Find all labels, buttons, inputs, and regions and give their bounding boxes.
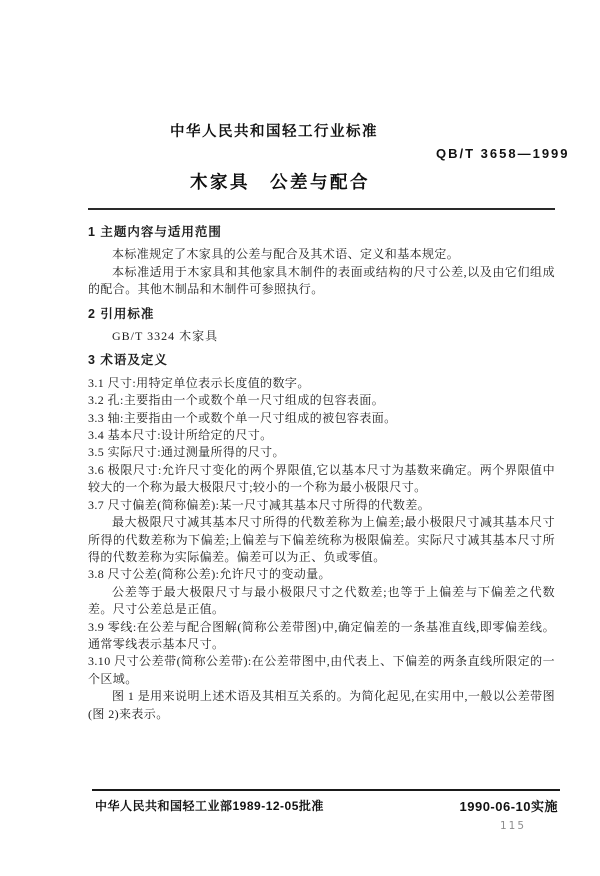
section-1-para-2: 本标准适用于木家具和其他家具木制件的表面或结构的尺寸公差,以及由它们组成的配合。其他木制品和木制件可参照执行。 [88,264,555,297]
section-1-para-1: 本标准规定了木家具的公差与配合及其术语、定义和基本规定。 [112,247,460,262]
document-title: 木家具 公差与配合 [190,172,370,192]
standard-org-title: 中华人民共和国轻工行业标准 [170,124,378,140]
term-3-4: 3.4 基本尺寸:设计所给定的尺寸。 [88,428,273,443]
implementation-date: 1990-06-10实施 [459,799,558,814]
term-3-10: 3.10 尺寸公差带(简称公差带):在公差带图中,由代表上、下偏差的两条直线所限定的一个区域。 [88,654,555,686]
term-3-1: 3.1 尺寸:用特定单位表示长度值的数字。 [88,375,310,390]
section-1-heading: 1 主题内容与适用范围 [88,225,222,239]
term-3-2: 3.2 孔:主要指由一个或数个单一尺寸组成的包容表面。 [88,393,385,408]
term-3-8-note: 公差等于最大极限尺寸与最小极限尺寸之代数差;也等于上偏差与下偏差之代数差。尺寸公差总是正值。 [88,584,555,617]
term-3-3: 3.3 轴:主要指由一个或数个单一尺寸组成的被包容表面。 [88,410,397,425]
section-2-heading: 2 引用标准 [88,306,155,321]
term-3-7: 3.7 尺寸偏差(简称偏差):某一尺寸减其基本尺寸所得的代数差。 [88,497,431,512]
footer-rule [92,789,560,791]
term-3-8: 3.8 尺寸公差(简称公差):允许尺寸的变动量。 [88,567,331,582]
document-body [88,224,555,723]
term-3-5: 3.5 实际尺寸:通过测量所得的尺寸。 [88,445,285,460]
figure-note: 图 1 是用来说明上述术语及其相互关系的。为简化起见,在实用中,一般以公差带图(图 2)来表示。 [88,689,555,721]
approval-info: 中华人民共和国轻工业部1989-12-05批准 [95,799,324,813]
page-number: 115 [500,820,527,832]
section-3-heading: 3 术语及定义 [88,353,168,368]
term-3-7-note: 最大极限尺寸减其基本尺寸所得的代数差称为上偏差;最小极限尺寸减其基本尺寸所得的代数差称为下偏差;上偏差与下偏差统称为极限偏差。实际尺寸减其基本尺寸所得的代数差称为实际偏差。偏差可以为正、负或零值。 [88,515,555,564]
term-3-9: 3.9 零线:在公差与配合图解(简称公差带图)中,确定偏差的一条基准直线,即零偏差线。通常零线表示基本尺寸。 [88,619,555,651]
standard-number: QB/T 3658—1999 [436,146,570,161]
term-3-6: 3.6 极限尺寸:允许尺寸变化的两个界限值,它以基本尺寸为基数来确定。两个界限值中较大的一个称为最大极限尺寸;较小的一个称为最小极限尺寸。 [88,462,555,495]
referenced-standard: GB/T 3324 木家具 [112,329,219,344]
header-rule [88,208,555,210]
